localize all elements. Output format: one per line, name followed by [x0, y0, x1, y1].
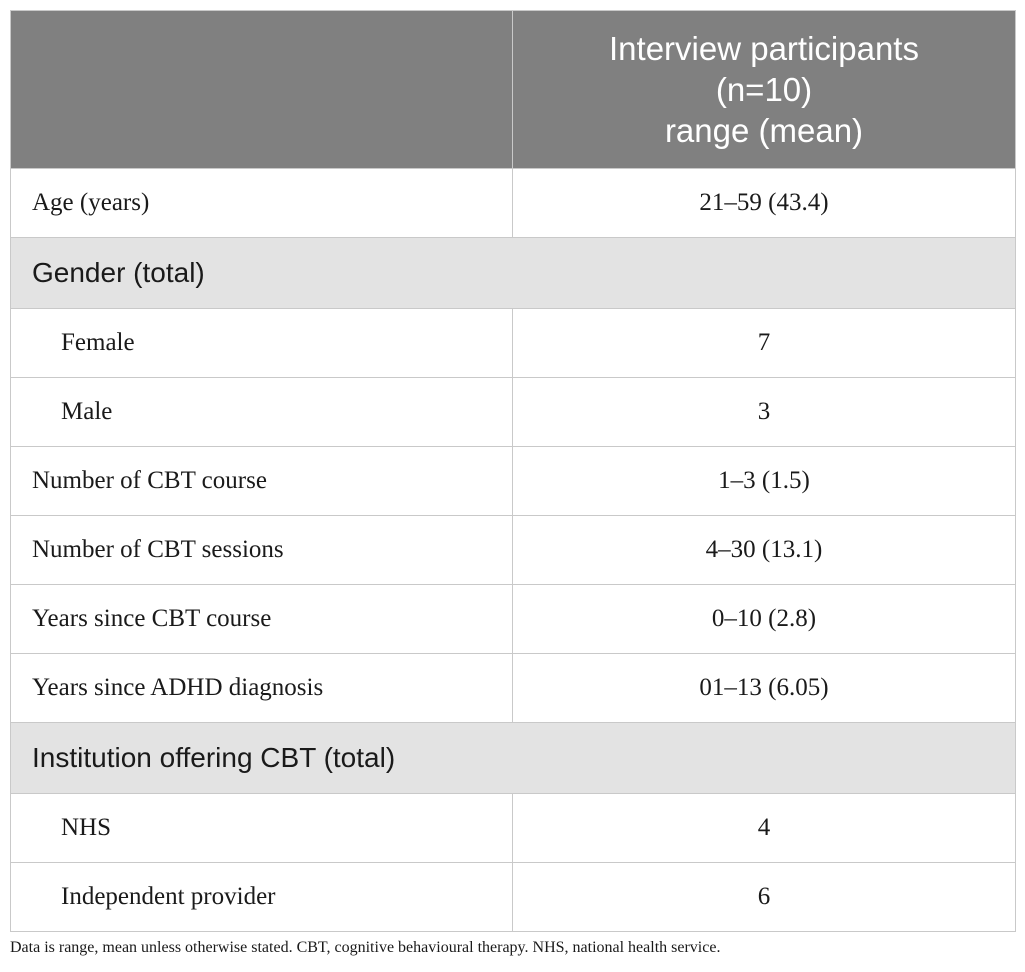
header-participants-cell — [513, 11, 1016, 169]
row-value: 6 — [513, 863, 1016, 932]
row-label: Independent provider — [11, 863, 513, 932]
row-label: Female — [11, 309, 513, 378]
row-value: 1–3 (1.5) — [513, 447, 1016, 516]
table-row — [11, 863, 1016, 932]
table-footnote: Data is range, mean unless otherwise stated. CBT, cognitive behavioural therapy. NHS, national health service. — [10, 939, 721, 956]
row-value: 01–13 (6.05) — [513, 654, 1016, 723]
row-label: Years since ADHD diagnosis — [11, 654, 513, 723]
section-label: Institution offering CBT (total) — [11, 723, 1016, 794]
table-row — [11, 516, 1016, 585]
participants-table — [10, 10, 1016, 932]
row-label: Male — [11, 378, 513, 447]
row-value: 21–59 (43.4) — [513, 169, 1016, 238]
row-value: 4–30 (13.1) — [513, 516, 1016, 585]
table-row — [11, 794, 1016, 863]
row-label: Number of CBT course — [11, 447, 513, 516]
row-value: 3 — [513, 378, 1016, 447]
row-value: 7 — [513, 309, 1016, 378]
header-line: (n=10) — [715, 71, 813, 108]
table-row — [11, 585, 1016, 654]
table-row — [11, 447, 1016, 516]
row-value: 4 — [513, 794, 1016, 863]
table-row — [11, 654, 1016, 723]
row-label: Age (years) — [11, 169, 513, 238]
section-label: Gender (total) — [11, 238, 1016, 309]
header-corner-cell — [11, 11, 513, 169]
table-row — [11, 309, 1016, 378]
row-label: Years since CBT course — [11, 585, 513, 654]
table-row — [11, 378, 1016, 447]
table-header-row — [11, 11, 1016, 169]
row-label: Number of CBT sessions — [11, 516, 513, 585]
header-line: range (mean) — [664, 112, 864, 149]
section-header-row — [11, 723, 1016, 794]
header-line: Interview participants — [609, 30, 919, 67]
section-header-row — [11, 238, 1016, 309]
row-value: 0–10 (2.8) — [513, 585, 1016, 654]
row-label: NHS — [11, 794, 513, 863]
table-row — [11, 169, 1016, 238]
